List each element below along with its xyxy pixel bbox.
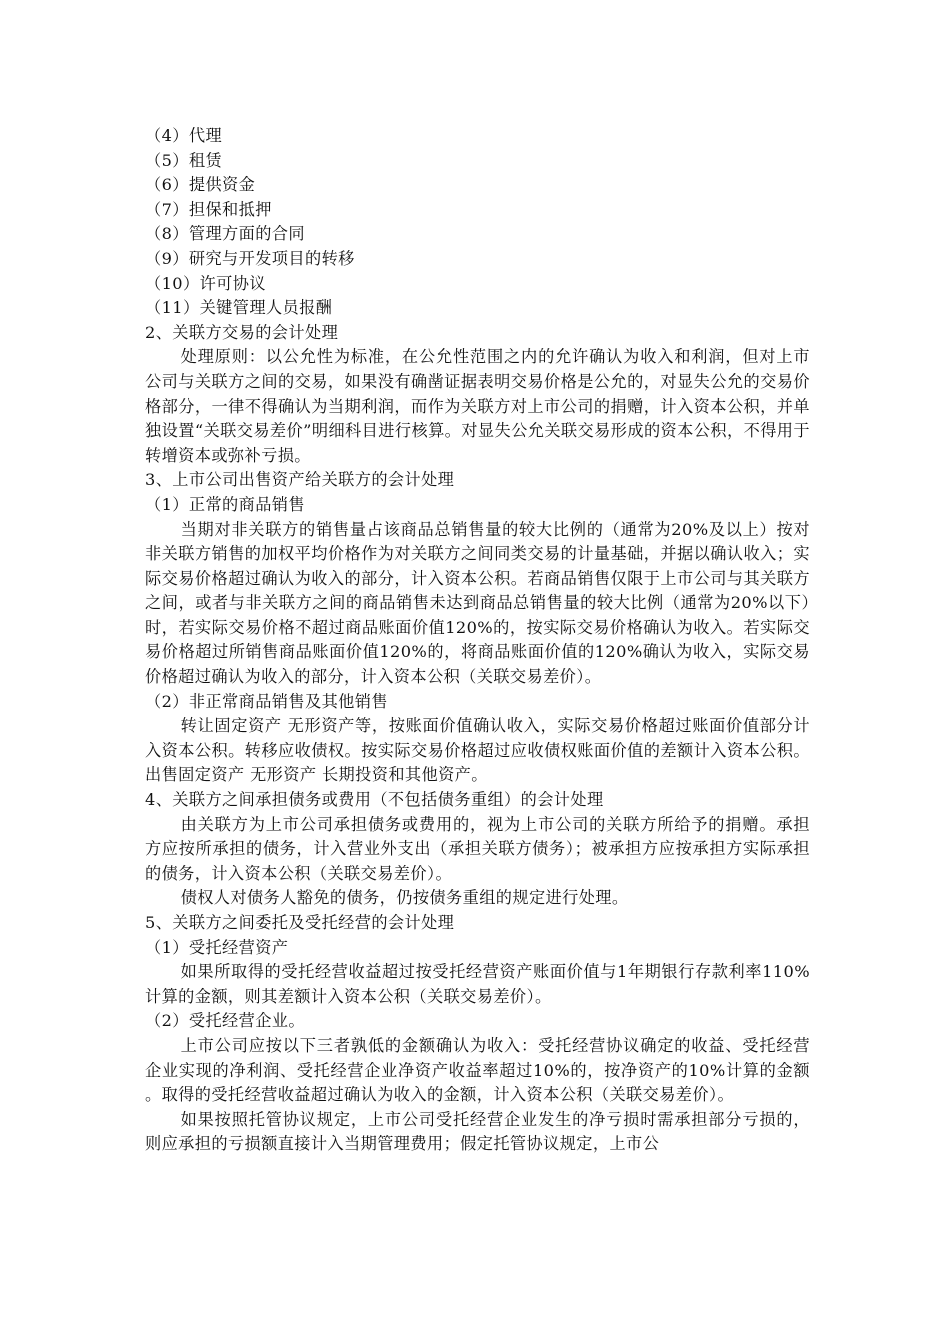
section-heading: 2、关联方交易的会计处理	[145, 322, 339, 342]
list-item: （5）租赁	[145, 150, 223, 170]
body-paragraph: 处理原则：以公允性为标准，在公允性范围之内的允许确认为收入和利润，但对上市公司与关联方之间的交易，如果没有确凿证据表明交易价格是公允的，对显失公允的交易价格部分，一律不得确认为当期利润，而作为关联方对上市公司的捐赠，计入资本公积，并单独设置“关联交易差价”明细科目进行核算。对显失公允关联交易形成的资本公积，不得用于转增资本或弥补亏损。	[145, 347, 810, 465]
subsection-heading: （2）非正常商品销售及其他销售	[145, 691, 388, 711]
body-paragraph: 转让固定资产 无形资产等，按账面价值确认收入，实际交易价格超过账面价值部分计入资本公积。转移应收债权。按实际交易价格超过应收债权账面价值的差额计入资本公积。出售固定资产 无形资产 长期投资和其他资产。	[145, 716, 810, 785]
document-page	[145, 124, 810, 1157]
list-item: （6）提供资金	[145, 175, 256, 195]
section-heading: 4、关联方之间承担债务或费用（不包括债务重组）的会计处理	[145, 790, 604, 810]
body-paragraph: 如果所取得的受托经营收益超过按受托经营资产账面价值与1年期银行存款利率110%计算的金额，则其差额计入资本公积（关联交易差价）。	[145, 962, 810, 1006]
body-paragraph: 由关联方为上市公司承担债务或费用的，视为上市公司的关联方所给予的捐赠。承担方应按所承担的债务，计入营业外支出（承担关联方债务）；被承担方应按承担方实际承担的债务，计入资本公积（关联交易差价）。	[145, 814, 810, 883]
section-heading: 5、关联方之间委托及受托经营的会计处理	[145, 913, 455, 932]
list-item: （4）代理	[145, 126, 223, 145]
section-heading: 3、上市公司出售资产给关联方的会计处理	[145, 470, 455, 490]
list-item: （7）担保和抵押	[145, 199, 272, 219]
list-item: （11）关键管理人员报酬	[145, 298, 333, 318]
body-paragraph: 上市公司应按以下三者孰低的金额确认为收入：受托经营协议确定的收益、受托经营企业实现的净利润、受托经营企业净资产收益率超过10%的，按净资产的10%计算的金额 。取得的受托经营收益超过确认为收入的金额，计入资本公积（关联交易差价）。	[145, 1035, 810, 1105]
subsection-heading: （2）受托经营企业。	[145, 1011, 305, 1031]
subsection-heading: （1）受托经营资产	[145, 937, 289, 957]
list-item: （9）研究与开发项目的转移	[145, 248, 355, 268]
subsection-heading: （1）正常的商品销售	[145, 494, 305, 514]
list-item: （10）许可协议	[145, 273, 266, 293]
body-paragraph: 如果按照托管协议规定，上市公司受托经营企业发生的净亏损时需承担部分亏损的，则应承担的亏损额直接计入当期管理费用；假定托管协议规定，上市公	[145, 1109, 810, 1154]
body-paragraph: 当期对非关联方的销售量占该商品总销售量的较大比例的（通常为20%及以上）按对非关联方销售的加权平均价格作为对关联方之间同类交易的计量基础，并据以确认收入；实际交易价格超过确认为收入的部分，计入资本公积。若商品销售仅限于上市公司与其关联方之间，或者与非关联方之间的商品销售未达到商品总销售量的较大比例（通常为20%以下）时，若实际交易价格不超过商品账面价值120%的，按实际交易价格确认为收入。若实际交易价格超过所销售商品账面价值120%的，将商品账面价值的120%确认为收入，实际交易价格超过确认为收入的部分，计入资本公积（关联交易差价）。	[145, 519, 810, 687]
body-paragraph: 债权人对债务人豁免的债务，仍按债务重组的规定进行处理。	[180, 888, 629, 908]
list-item: （8）管理方面的合同	[145, 224, 305, 244]
